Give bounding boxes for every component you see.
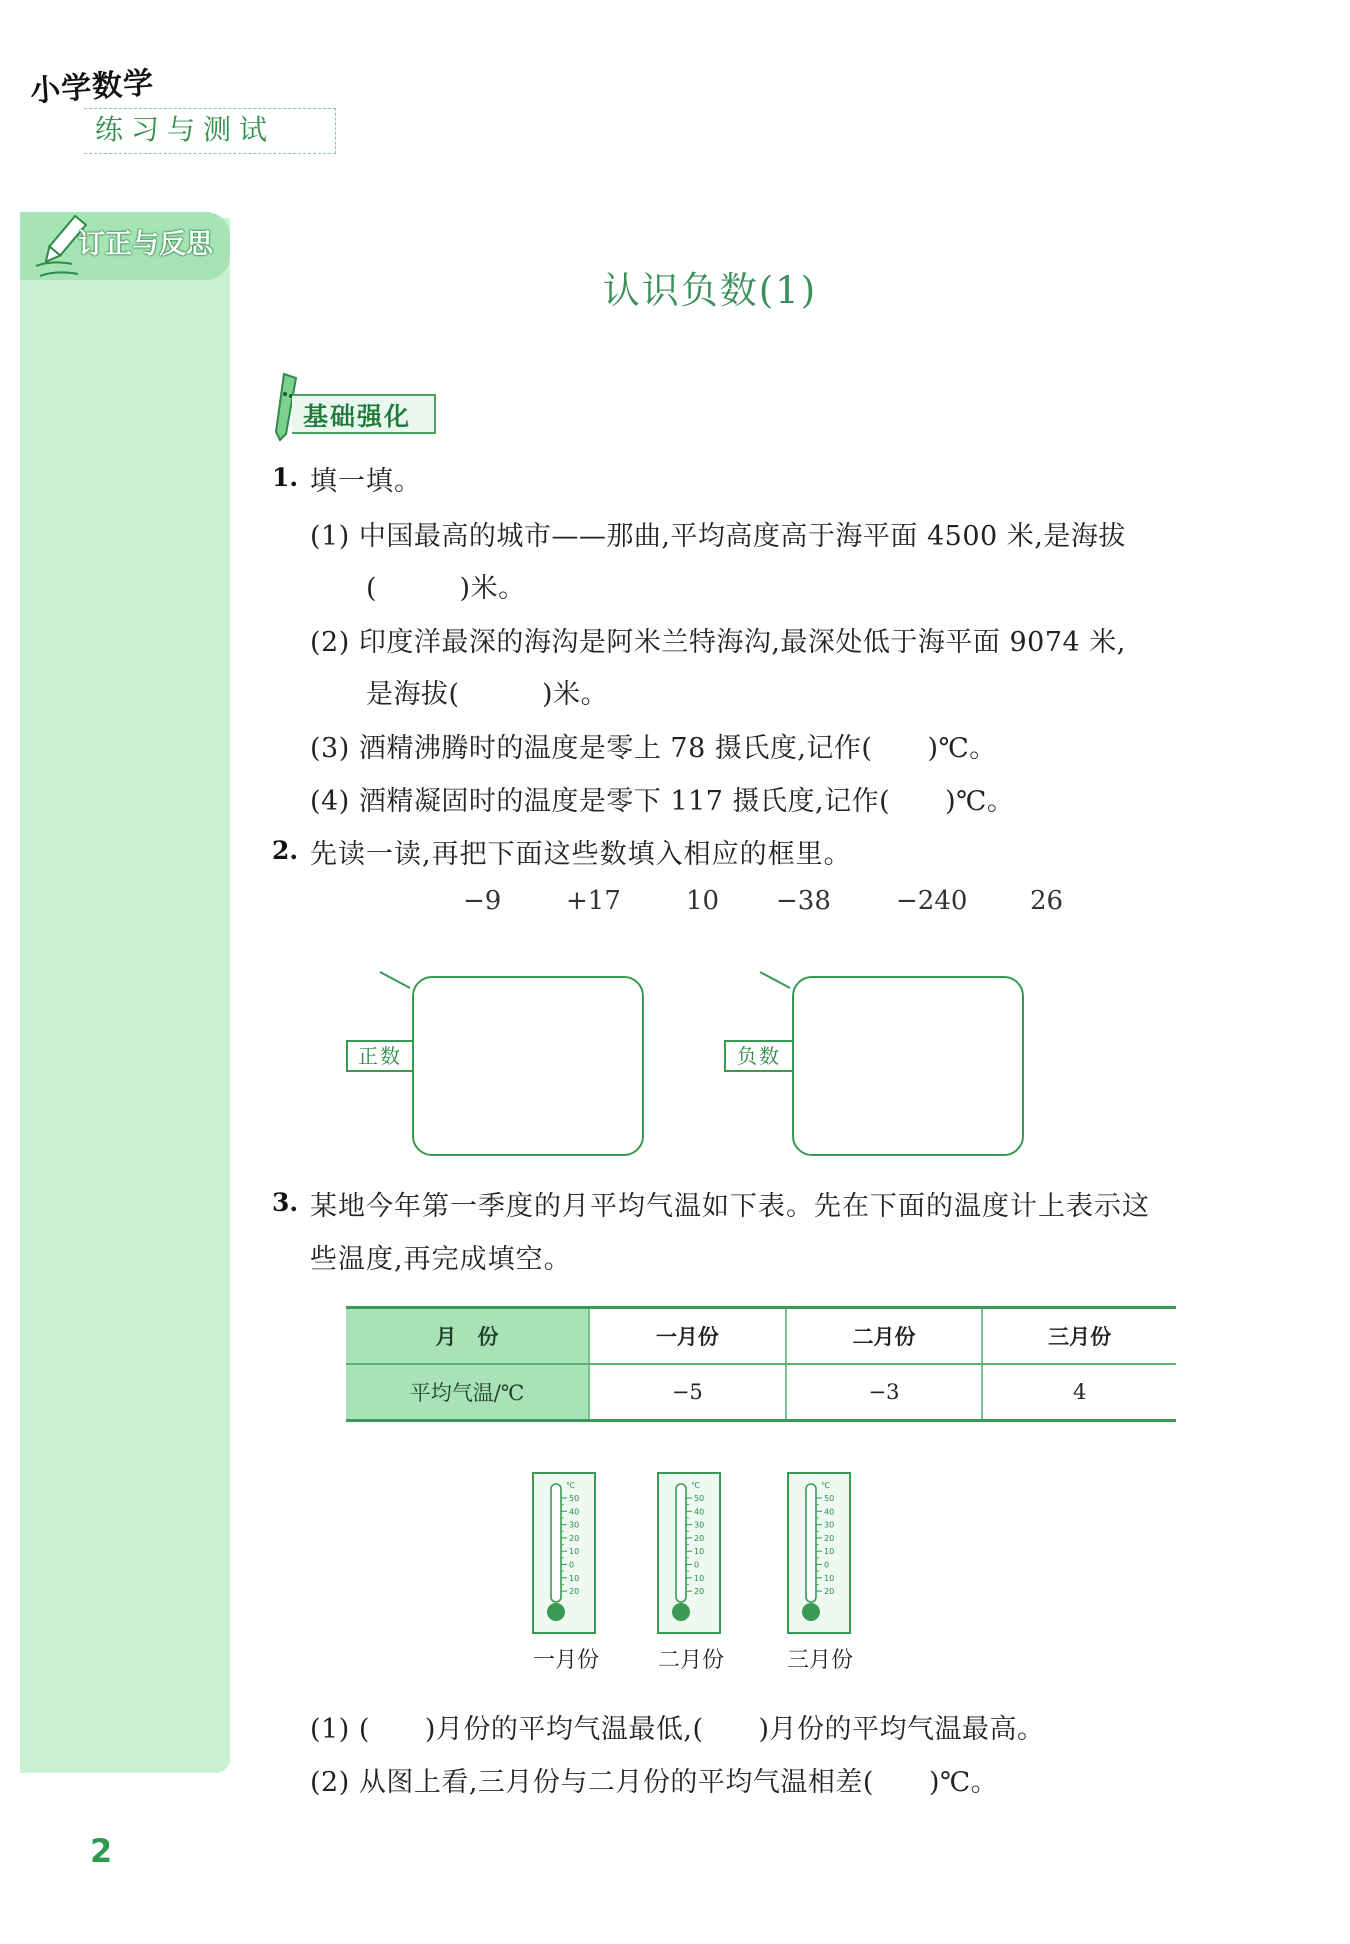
question-number: 3. — [272, 1188, 299, 1217]
box-handle-line — [380, 971, 411, 989]
thermometer-tick-label: 10 — [694, 1573, 705, 1583]
table-header-cell: 三月份 — [982, 1308, 1176, 1365]
thermometer-tick-label: 0 — [824, 1560, 830, 1570]
question-number: 1. — [272, 463, 299, 492]
thermometer-tick-label: 10 — [569, 1573, 580, 1583]
thermometer-unit: ℃ — [566, 1481, 575, 1490]
thermometer-bulb — [802, 1603, 820, 1621]
thermometer-tube — [806, 1484, 816, 1602]
thermometer-tick-label: 10 — [824, 1573, 835, 1583]
thermometer-tick-label: 20 — [694, 1533, 705, 1543]
subquestion-line: ( )米。 — [366, 573, 526, 604]
temperature-table — [346, 1306, 1176, 1422]
table-cell: −3 — [786, 1364, 983, 1421]
thermometer-unit: ℃ — [821, 1481, 830, 1490]
thermometer-tick-label: 30 — [694, 1520, 705, 1530]
thermometer-tick-label: 30 — [569, 1520, 580, 1530]
subquestion-line: (4) 酒精凝固时的温度是零下 117 摄氏度,记作( )℃。 — [310, 786, 1015, 817]
positive-number-box[interactable] — [412, 976, 644, 1156]
subquestion-line: (1) 中国最高的城市——那曲,平均高度高于海平面 4500 米,是海拔 — [310, 521, 1126, 552]
negative-number-box[interactable] — [792, 976, 1024, 1156]
table-header-cell: 二月份 — [786, 1308, 983, 1365]
number-item: −240 — [896, 886, 968, 916]
table-row-label: 平均气温/℃ — [346, 1364, 589, 1421]
number-item: 10 — [686, 886, 720, 916]
table-header-cell: 月 份 — [346, 1308, 589, 1365]
negative-box-label: 负数 — [724, 1040, 794, 1072]
question-text: 某地今年第一季度的月平均气温如下表。先在下面的温度计上表示这 — [310, 1191, 1150, 1222]
thermometer-tick-label: 40 — [569, 1507, 580, 1517]
table-cell: 4 — [982, 1364, 1176, 1421]
thermometer-tick-label: 20 — [569, 1533, 580, 1543]
thermometer-tick-label: 20 — [824, 1533, 835, 1543]
book-subtitle: 练习与测试 — [95, 113, 276, 146]
thermometer-tick-label: 20 — [694, 1587, 705, 1597]
thermometer-label: 二月份 — [658, 1648, 725, 1673]
subquestion-line: (3) 酒精沸腾时的温度是零上 78 摄氏度,记作( )℃。 — [310, 733, 997, 764]
number-item: +17 — [566, 886, 621, 916]
table-header-row — [346, 1308, 1176, 1365]
box-handle-line — [760, 971, 791, 989]
section-label: 基础强化 — [303, 402, 412, 431]
thermometer-tick-label: 30 — [824, 1520, 835, 1530]
number-item: 26 — [1030, 886, 1064, 916]
thermometer[interactable] — [785, 1470, 855, 1640]
question-text: 先读一读,再把下面这些数填入相应的框里。 — [310, 839, 852, 870]
subquestion-line: (2) 印度洋最深的海沟是阿米兰特海沟,最深处低于海平面 9074 米, — [310, 627, 1126, 658]
thermometer-tick-label: 0 — [694, 1560, 700, 1570]
thermometer-label: 一月份 — [533, 1648, 600, 1673]
subquestion-line: (1) ( )月份的平均气温最低,( )月份的平均气温最高。 — [310, 1714, 1045, 1745]
thermometer-tick-label: 0 — [569, 1560, 575, 1570]
thermometer-label: 三月份 — [787, 1648, 854, 1673]
thermometer-tick-label: 10 — [569, 1547, 580, 1557]
book-title: 小学数学 — [29, 65, 156, 110]
table-cell: −5 — [589, 1364, 786, 1421]
thermometer-tube — [676, 1484, 686, 1602]
table-row — [346, 1364, 1176, 1421]
thermometer-tube — [551, 1484, 561, 1602]
thermometer-bulb — [547, 1603, 565, 1621]
number-item: −9 — [463, 886, 502, 916]
correction-margin — [20, 218, 230, 1773]
number-item: −38 — [776, 886, 831, 916]
question-text: 填一填。 — [310, 466, 422, 497]
question-text: 些温度,再完成填空。 — [310, 1244, 572, 1275]
subquestion-line: (2) 从图上看,三月份与二月份的平均气温相差( )℃。 — [310, 1767, 999, 1798]
thermometer-tick-label: 50 — [694, 1494, 705, 1503]
thermometer-group — [530, 1470, 870, 1670]
thermometer-tick-label: 50 — [569, 1494, 580, 1503]
thermometer-tick-label: 20 — [824, 1587, 835, 1597]
thermometer-tick-label: 40 — [824, 1507, 835, 1517]
thermometer-tick-label: 40 — [694, 1507, 705, 1517]
thermometer-tick-label: 20 — [569, 1587, 580, 1597]
thermometer-tick-label: 50 — [824, 1494, 835, 1503]
page-number: 2 — [90, 1832, 113, 1870]
question-number: 2. — [272, 836, 299, 865]
margin-label: 订正与反思 — [78, 229, 213, 260]
thermometer-bulb — [672, 1603, 690, 1621]
thermometer[interactable] — [655, 1470, 725, 1640]
thermometer-tick-label: 10 — [694, 1547, 705, 1557]
lesson-title: 认识负数(1) — [602, 269, 818, 312]
table-header-cell: 一月份 — [589, 1308, 786, 1365]
thermometer-unit: ℃ — [691, 1481, 700, 1490]
thermometer-tick-label: 10 — [824, 1547, 835, 1557]
subquestion-line: 是海拔( )米。 — [366, 679, 609, 710]
positive-box-label: 正数 — [346, 1040, 414, 1072]
thermometer[interactable] — [530, 1470, 600, 1640]
